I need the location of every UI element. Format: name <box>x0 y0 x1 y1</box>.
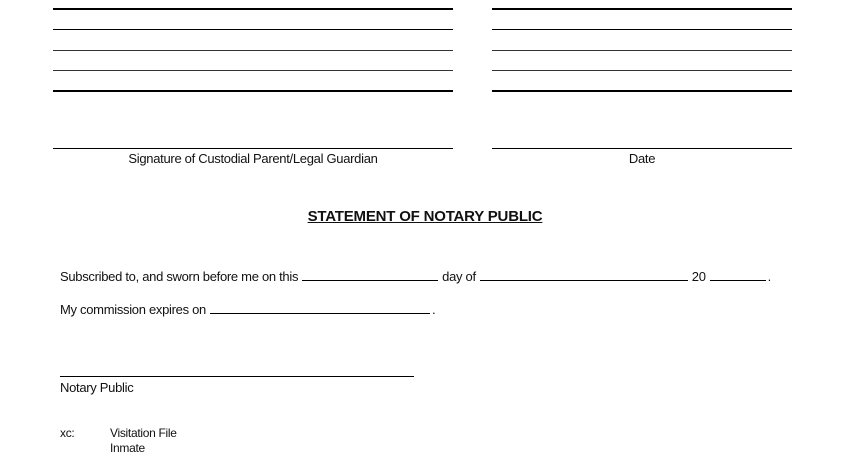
right-blank-line-4[interactable] <box>492 70 792 71</box>
subscribed-line <box>60 268 771 284</box>
date-signature-line[interactable] <box>492 148 792 149</box>
date-caption: Date <box>628 151 656 166</box>
day-of-text: day of <box>442 269 476 284</box>
cc-recipient: Visitation File <box>110 426 177 440</box>
notary-public-caption: Notary Public <box>60 380 134 395</box>
left-blank-line-3[interactable] <box>53 50 453 51</box>
cc-recipient: Inmate <box>110 441 145 455</box>
subscribed-end: . <box>767 269 771 284</box>
day-number-blank[interactable] <box>302 268 438 281</box>
left-blank-line-1[interactable] <box>53 8 453 10</box>
subscribed-text: Subscribed to, and sworn before me on this <box>60 269 299 284</box>
guardian-signature-line[interactable] <box>53 148 453 149</box>
commission-text: My commission expires on <box>60 302 206 317</box>
left-blank-line-4[interactable] <box>53 70 453 71</box>
left-blank-line-5[interactable] <box>53 90 453 92</box>
year-blank[interactable] <box>710 268 766 281</box>
commission-line <box>60 301 435 317</box>
right-blank-line-3[interactable] <box>492 50 792 51</box>
right-blank-line-2[interactable] <box>492 29 792 30</box>
notary-statement-heading: STATEMENT OF NOTARY PUBLIC <box>307 208 543 225</box>
right-blank-line-5[interactable] <box>492 90 792 92</box>
left-blank-line-2[interactable] <box>53 29 453 30</box>
year-prefix-text: 20 <box>691 269 706 284</box>
right-blank-line-1[interactable] <box>492 8 792 10</box>
commission-expiry-blank[interactable] <box>210 301 430 314</box>
notary-signature-line[interactable] <box>60 376 414 377</box>
commission-end: . <box>431 302 436 317</box>
xc-label: xc: <box>60 426 75 440</box>
month-blank[interactable] <box>480 268 688 281</box>
guardian-signature-caption: Signature of Custodial Parent/Legal Guardian <box>128 151 378 166</box>
